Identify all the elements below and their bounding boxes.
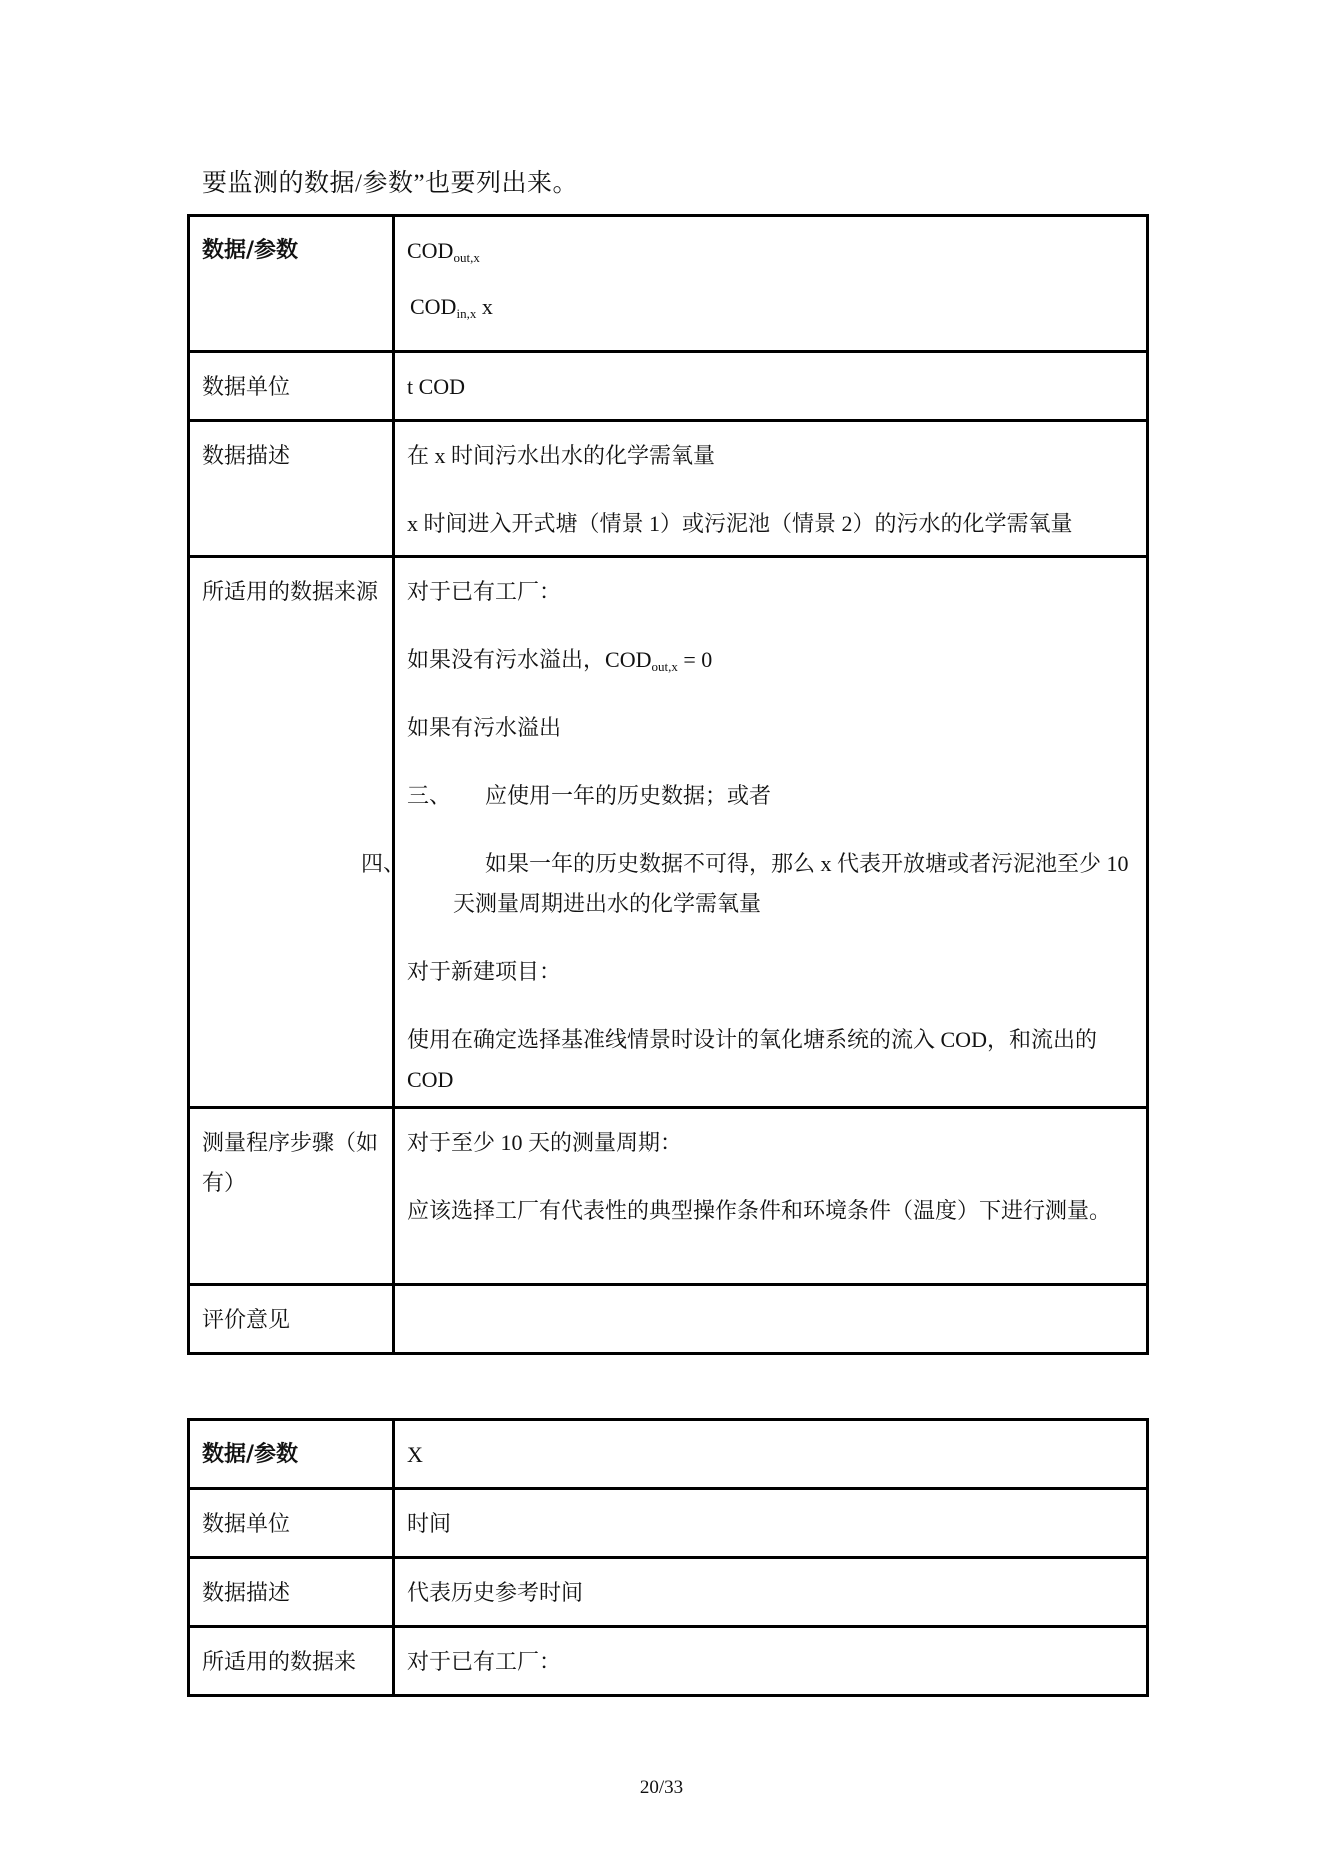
row-label: 所适用的数据来源 (202, 579, 379, 604)
row-label: 数据/参数 (189, 216, 394, 352)
row-label: 数据单位 (202, 1511, 291, 1536)
table-row-description (189, 421, 1148, 557)
list-item: 三、 应使用一年的历史数据；或者 (407, 783, 772, 808)
row-label: 测量程序步骤（如有） (202, 1130, 379, 1195)
page-number: 20/33 (639, 1777, 684, 1798)
row-value (394, 216, 1148, 352)
table-row-parameter (189, 216, 1148, 352)
table-row-data-source (189, 557, 1148, 1108)
param-cod-out: $COD_{out,x}$ (407, 238, 480, 265)
description-line: 在 x 时间污水出水的化学需氧量 (407, 443, 716, 468)
row-label: 数据描述 (202, 443, 291, 468)
overflow-heading: 如果有污水溢出 (407, 715, 562, 740)
row-label: 数据描述 (202, 1580, 291, 1605)
row-value: 对于已有工厂： (407, 1649, 562, 1674)
param-cod-in: $COD_{in,x}$ x (410, 294, 493, 321)
list-item: 四、 如果一年的历史数据不可得，那么 x 代表开放塘或者污泥池至少 10 天测量周期进出水的化学需氧量 (361, 851, 1129, 916)
row-value: t COD (407, 374, 466, 399)
existing-plant-heading: 对于已有工厂： (407, 579, 562, 604)
row-label: 数据/参数 (202, 1442, 299, 1467)
description-line: x 时间进入开式塘（情景 1）或污泥池（情景 2）的污水的化学需氧量 (407, 511, 1073, 536)
row-value: 时间 (407, 1511, 452, 1536)
procedure-line: 应该选择工厂有代表性的典型操作条件和环境条件（温度）下进行测量。 (407, 1198, 1112, 1223)
table-row-comments (189, 1285, 1148, 1354)
row-value: 代表历史参考时间 (407, 1580, 584, 1605)
new-project-heading: 对于新建项目： (407, 959, 562, 984)
intro-text: 要监测的数据/参数”也要列出来。 (202, 170, 579, 197)
row-label: 所适用的数据来 (202, 1649, 357, 1674)
row-label: 数据单位 (202, 374, 291, 399)
parameter-table-x (187, 1418, 1149, 1697)
table-row-data-source (189, 1627, 1148, 1696)
table-row-unit (189, 352, 1148, 421)
parameter-table-cod (187, 214, 1149, 1355)
row-value: X (407, 1442, 423, 1467)
procedure-line: 对于至少 10 天的测量周期： (407, 1130, 683, 1155)
table-row-parameter (189, 1420, 1148, 1489)
table-row-description (189, 1558, 1148, 1627)
no-overflow-text: 如果没有污水溢出，$COD_{out,x} = 0$ (407, 647, 713, 674)
table-row-procedure (189, 1108, 1148, 1285)
new-project-text: 使用在确定选择基准线情景时设计的氧化塘系统的流入 COD，和流出的 COD (407, 1027, 1097, 1092)
row-label: 评价意见 (202, 1307, 291, 1332)
table-row-unit (189, 1489, 1148, 1558)
